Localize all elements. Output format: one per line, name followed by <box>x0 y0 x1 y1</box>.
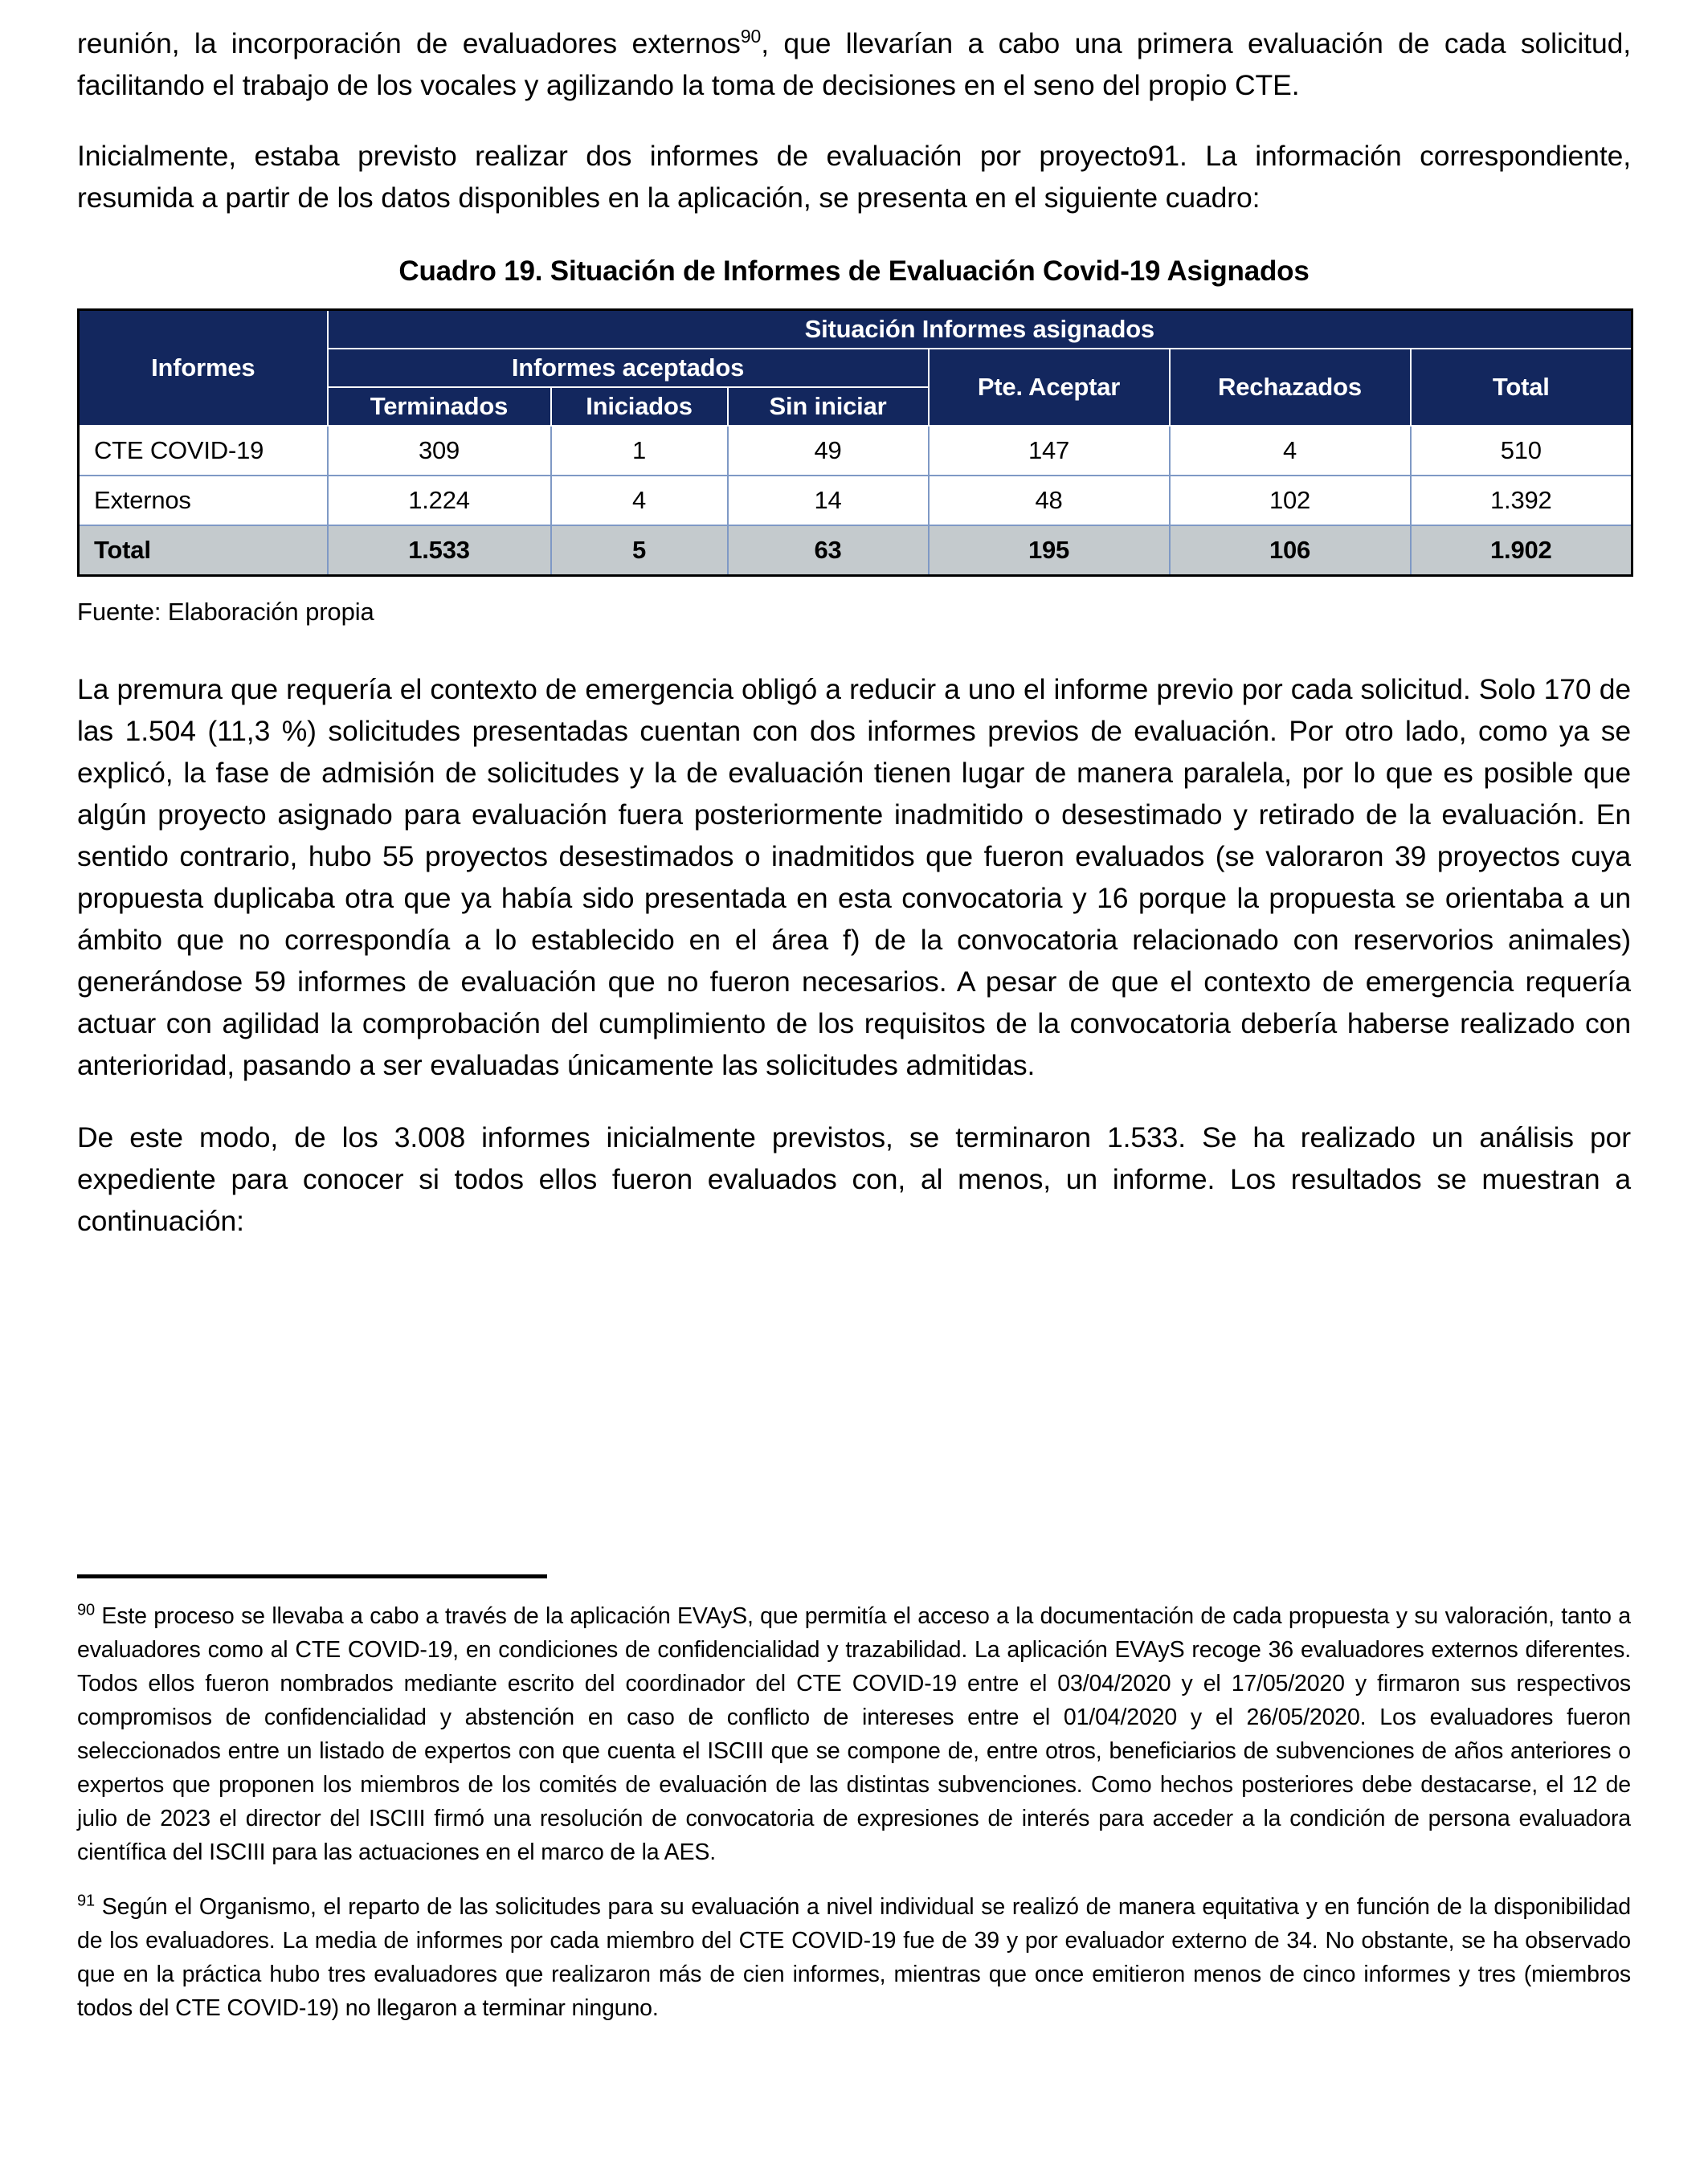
table-row <box>79 426 1632 476</box>
cell-sin-iniciar: 14 <box>728 476 929 525</box>
cell-total-iniciados: 5 <box>551 525 728 576</box>
row-label-cte-covid-19: CTE COVID-19 <box>79 426 328 476</box>
footnote-ref-90[interactable]: 90 <box>740 26 762 47</box>
paragraph-de-este-modo: De este modo, de los 3.008 informes inicialmente previstos, se terminaron 1.533. Se ha realizado un análisis por expediente para conocer si todos ellos fueron evaluados con, al menos, un informe. Los resultados se muestran a continuación: <box>77 1121 1631 1237</box>
footnote-90-text: Este proceso se llevaba a cabo a través de la aplicación EVAyS, que permitía el acceso a la documentación de cada propuesta y su valoración, tanto a evaluadores como al CTE COVID-19, en condiciones de confidencialidad y trazabilidad. La aplicación EVAyS recoge 36 evaluadores externos diferentes. Todos ellos fueron nombrados mediante escrito del coordinador del CTE COVID-19 entre el 03/04/2020 y el 17/05/2020 y firmaron sus respectivos compromisos de confidencialidad y abstención en caso de conflicto de intereses entre el 01/04/2020 y el 26/05/2020. Los evaluadores fueron seleccionados entre un listado de expertos con que cuenta el ISCIII que se compone de, entre otros, beneficiarios de subvenciones de años anteriores o expertos que proponen los miembros de los comités de evaluación de las distintas subvenciones. Como hechos posteriores debe destacarse, el 12 de julio de 2023 el director del ISCIII firmó una resolución de convocatoria de expresiones de interés para acceder a la condición de persona evaluadora científica del ISCIII para las actuaciones en el marco de la AES. <box>77 1603 1631 1865</box>
paragraph-two-reports: Inicialmente, estaba previsto realizar dos informes de evaluación por proyecto91. La información correspondiente, resumida a partir de los datos disponibles en la aplicación, se presenta en el siguiente cuadro: <box>77 140 1631 214</box>
header-rechazados: Rechazados <box>1170 349 1411 426</box>
header-terminados: Terminados <box>328 387 551 426</box>
paragraph-premura: La premura que requería el contexto de emergencia obligó a reducir a uno el informe previo por cada solicitud. Solo 170 de las 1.504 (11,3 %) solicitudes presentadas cuentan con dos informes previos de evaluación. Por otro lado, como ya se explicó, la fase de admisión de solicitudes y la de evaluación tienen lugar de manera paralela, por lo que es posible que algún proyecto asignado para evaluación fuera posteriormente inadmitido o desestimado y retirado de la evaluación. En sentido contrario, hubo 55 proyectos desestimados o inadmitidos que fueron evaluados (se valoraron 39 proyectos cuya propuesta duplicaba otra que ya había sido presentada en esta convocatoria y 16 porque la propuesta se orientaba a un ámbito que no correspondía a lo establecido en el área f) de la convocatoria relacionado con reservorios animales) generándose 59 informes de evaluación que no fueron necesarios. A pesar de que el contexto de emergencia requería actuar con agilidad la comprobación del cumplimiento de los requisitos de la convocatoria debería haberse realizado con anterioridad, pasando a ser evaluadas únicamente las solicitudes admitidas. <box>77 673 1631 1081</box>
cell-iniciados: 4 <box>551 476 728 525</box>
table-header-row-1 <box>79 310 1632 349</box>
header-pte-aceptar: Pte. Aceptar <box>929 349 1170 426</box>
cell-iniciados: 1 <box>551 426 728 476</box>
header-informes-aceptados: Informes aceptados <box>328 349 929 387</box>
cell-total: 1.392 <box>1411 476 1632 525</box>
header-total: Total <box>1411 349 1632 426</box>
footnote-separator <box>77 1574 547 1578</box>
header-sin-iniciar: Sin iniciar <box>728 387 929 426</box>
cell-pte-aceptar: 147 <box>929 426 1170 476</box>
row-label-total: Total <box>79 525 328 576</box>
footnote-91-number: 91 <box>77 1892 95 1910</box>
cell-pte-aceptar: 48 <box>929 476 1170 525</box>
table-row <box>79 476 1632 525</box>
footnote-90 <box>77 1599 1631 1869</box>
paragraph-intro-text-after-ref: , que llevarían a cabo una primera evaluación de cada solicitud, facilitando el trabajo de los vocales y agilizando la toma de decisiones en el seno del propio CTE. <box>77 27 1631 101</box>
cell-total: 510 <box>1411 426 1632 476</box>
cell-total-pte-aceptar: 195 <box>929 525 1170 576</box>
informes-evaluacion-table <box>77 308 1633 577</box>
table-body <box>79 426 1632 576</box>
table-header <box>79 310 1632 427</box>
header-informes: Informes <box>79 310 328 427</box>
footnote-91 <box>77 1890 1631 2025</box>
table-source: Fuente: Elaboración propia <box>77 598 374 626</box>
cell-sin-iniciar: 49 <box>728 426 929 476</box>
table-caption: Cuadro 19. Situación de Informes de Evaluación Covid-19 Asignados <box>398 255 1310 287</box>
cell-total-terminados: 1.533 <box>328 525 551 576</box>
cell-total-total: 1.902 <box>1411 525 1632 576</box>
table-total-row <box>79 525 1632 576</box>
footnote-area <box>77 1574 1631 2025</box>
footnote-91-text: Según el Organismo, el reparto de las solicitudes para su evaluación a nivel individual se realizó de manera equitativa y en función de la disponibilidad de los evaluadores. La media de informes por cada miembro del CTE COVID-19 fue de 39 y por evaluador externo de 34. No obstante, se ha observado que en la práctica hubo tres evaluadores que realizaron más de cien informes, mientras que once emitieron menos de cinco informes y tres (miembros todos del CTE COVID-19) no llegaron a terminar ninguno. <box>77 1894 1631 2021</box>
cell-total-rechazados: 106 <box>1170 525 1411 576</box>
cell-rechazados: 4 <box>1170 426 1411 476</box>
header-iniciados: Iniciados <box>551 387 728 426</box>
paragraph-intro <box>77 22 1631 106</box>
cell-total-sin-iniciar: 63 <box>728 525 929 576</box>
cell-terminados: 1.224 <box>328 476 551 525</box>
header-situacion-informes-asignados: Situación Informes asignados <box>328 310 1632 349</box>
cell-rechazados: 102 <box>1170 476 1411 525</box>
paragraph-intro-text-before-ref: reunión, la incorporación de evaluadores externos <box>77 27 741 59</box>
footnote-90-number: 90 <box>77 1601 95 1619</box>
row-label-externos: Externos <box>79 476 328 525</box>
cell-terminados: 309 <box>328 426 551 476</box>
